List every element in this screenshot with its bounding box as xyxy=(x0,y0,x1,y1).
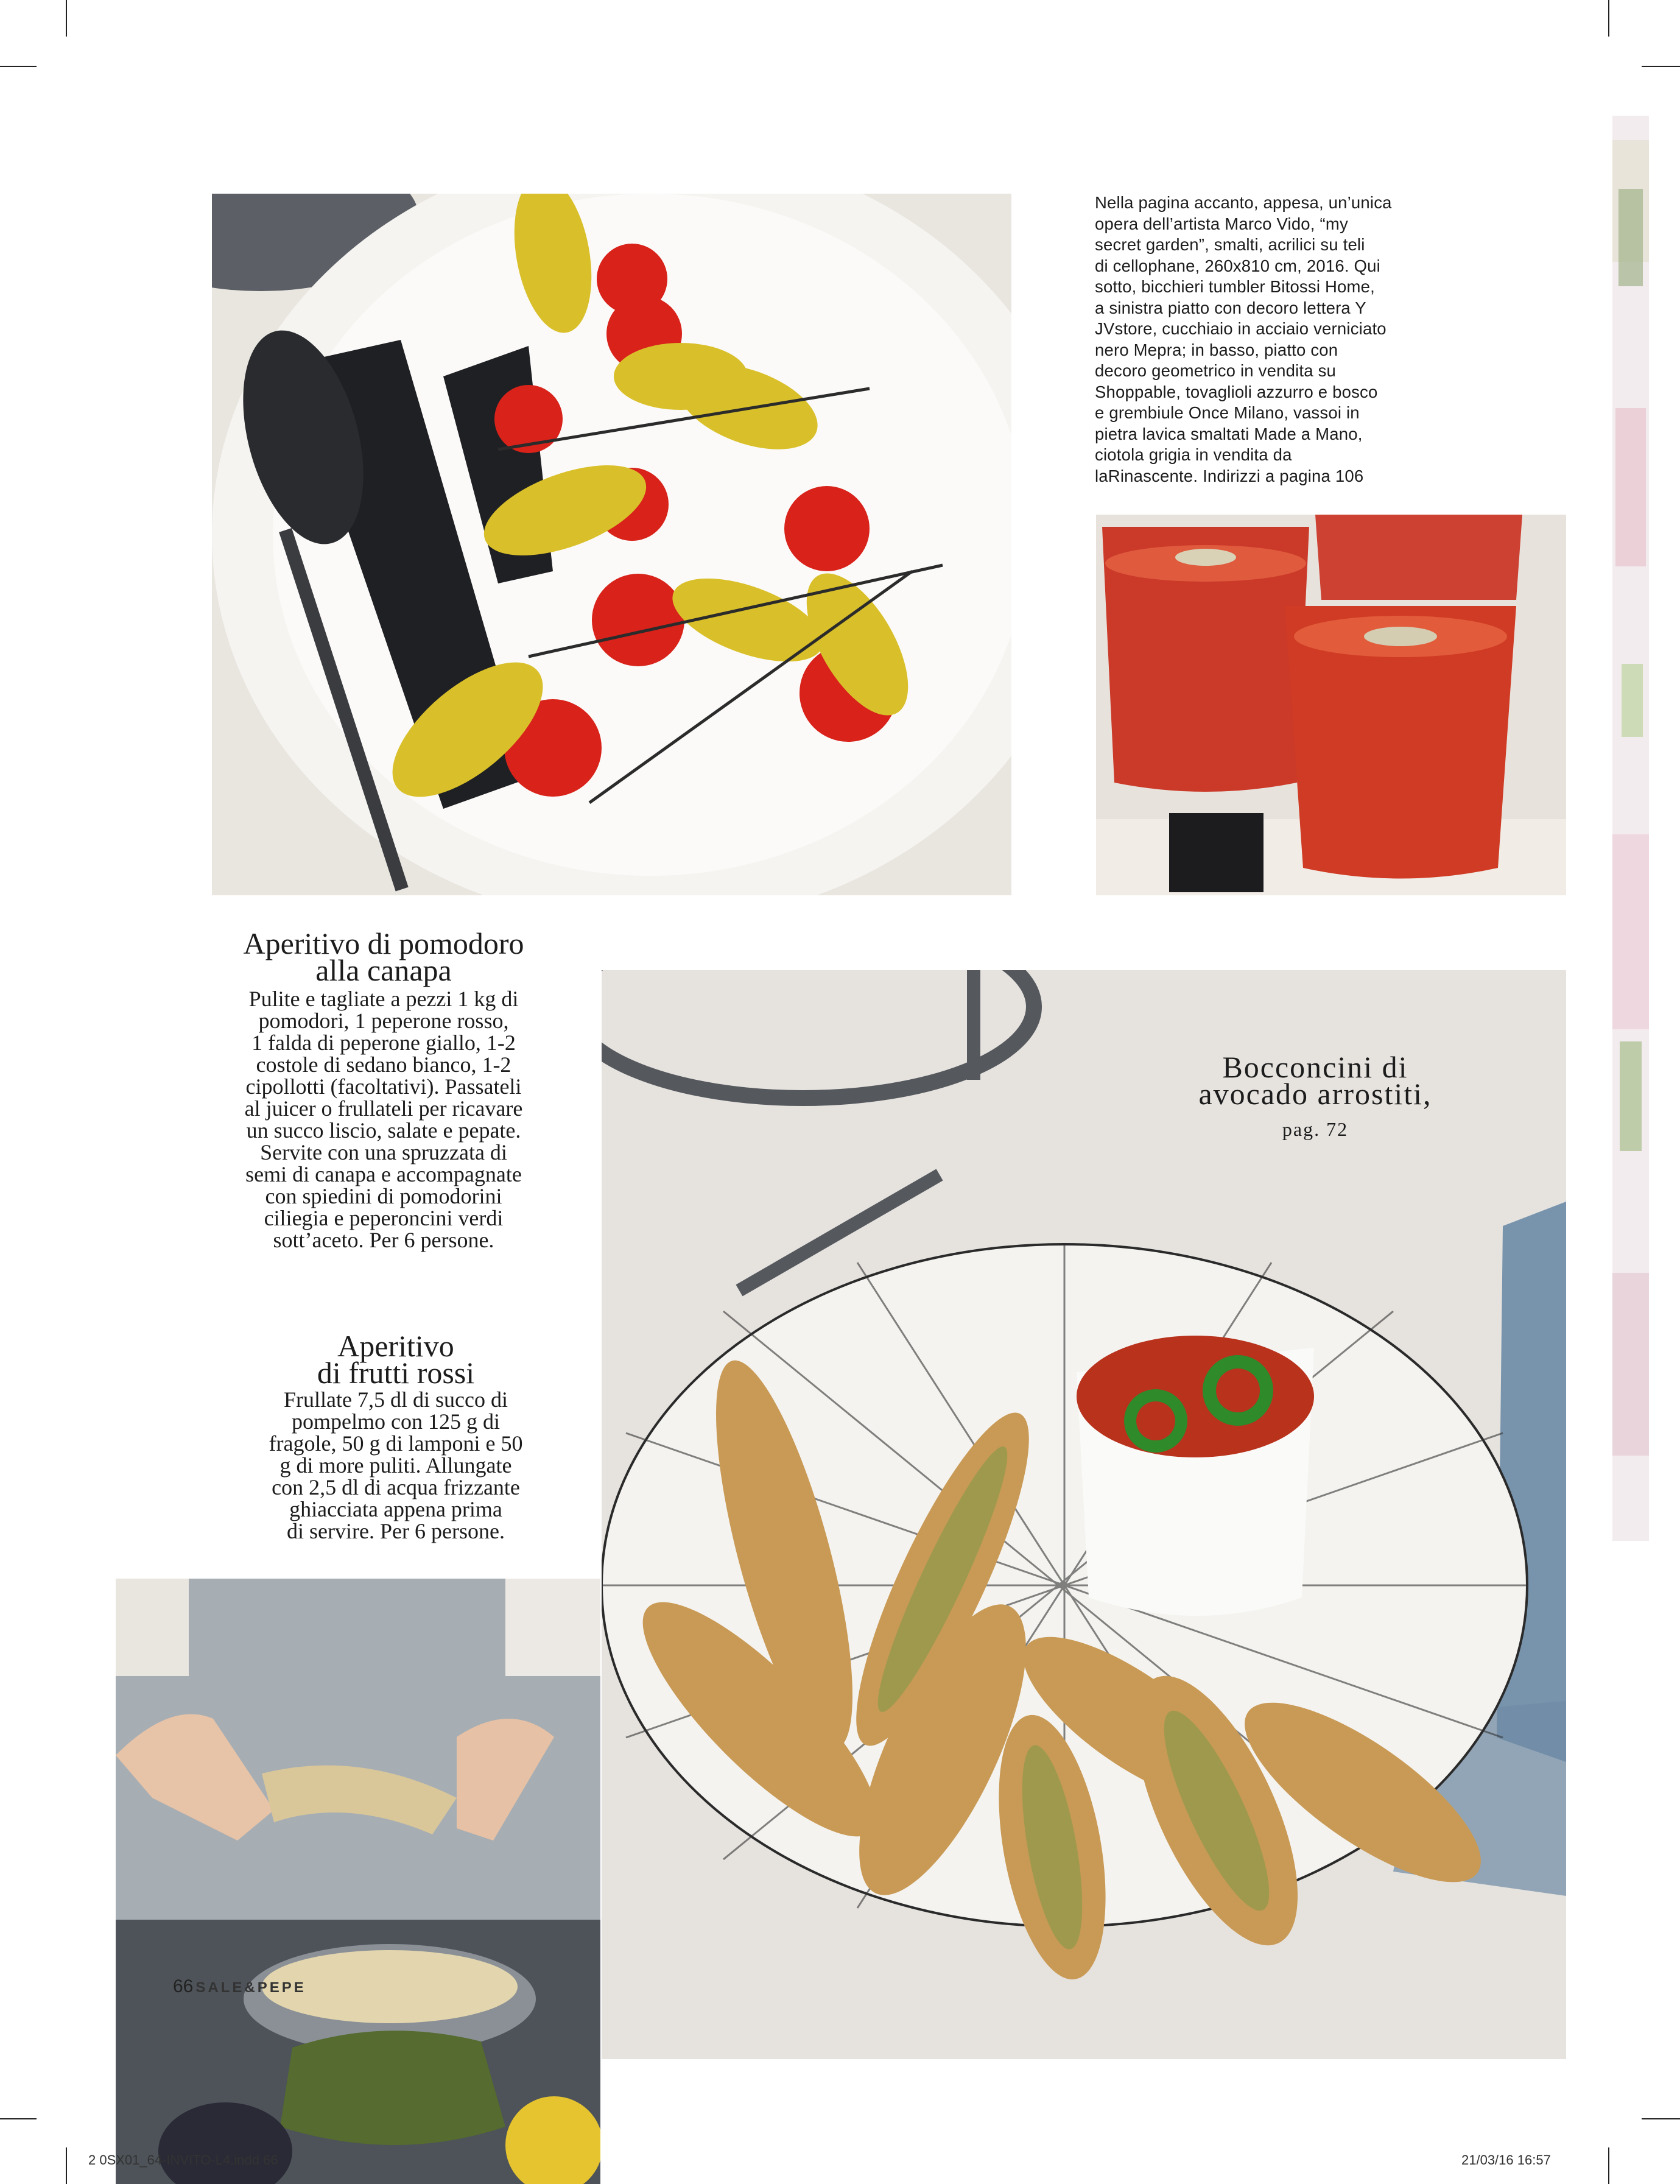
cross-reference-title-line: avocado arrostiti, xyxy=(1198,1077,1432,1111)
recipe-body-line: pomodori, 1 peperone rosso, xyxy=(258,1009,509,1033)
crop-mark-top-right-v xyxy=(1608,0,1609,37)
photo-credits-caption xyxy=(1095,192,1460,487)
recipe-title-line: alla canapa xyxy=(315,953,452,987)
recipe-title-line: Aperitivo di pomodoro xyxy=(243,926,524,960)
recipe-body-line: con 2,5 dl di acqua frizzante xyxy=(272,1475,520,1499)
caption-line: secret garden”, smalti, acrilici su teli xyxy=(1095,235,1365,254)
recipe-body-line: un succo liscio, salate e pepate. xyxy=(246,1118,521,1143)
facing-page-artwork-strip xyxy=(1612,116,1649,1541)
crop-mark-bottom-left-v xyxy=(66,2147,67,2184)
recipe-body-line: con spiedini di pomodorini xyxy=(265,1184,502,1208)
crop-mark-bottom-right-v xyxy=(1608,2147,1609,2184)
caption-line: decoro geometrico in vendita su xyxy=(1095,361,1337,380)
caption-line: sotto, bicchieri tumbler Bitossi Home, xyxy=(1095,277,1375,296)
magazine-name: SALE&PEPE xyxy=(195,1979,306,1996)
recipe-body-line: al juicer o frullateli per ricavare xyxy=(244,1096,523,1121)
photo-hands-breading xyxy=(116,1579,600,2184)
recipe-body-line: Frullate 7,5 dl di succo di xyxy=(284,1387,508,1412)
recipe-body-line: Servite con una spruzzata di xyxy=(260,1140,507,1164)
recipe-body-line: Pulite e tagliate a pezzi 1 kg di xyxy=(248,987,519,1011)
crop-mark-bottom-left-h xyxy=(0,2118,37,2119)
caption-line: pietra lavica smaltati Made a Mano, xyxy=(1095,424,1363,443)
caption-line: Nella pagina accanto, appesa, un’unica xyxy=(1095,193,1392,212)
recipe-body-line: g di more puliti. Allungate xyxy=(279,1453,512,1478)
recipe-body-line: sott’aceto. Per 6 persone. xyxy=(273,1228,494,1252)
photo-tomato-juice-glasses xyxy=(1096,515,1566,895)
indd-date-slug: 21/03/16 16:57 xyxy=(1461,2152,1551,2168)
crop-mark-bottom-right-h xyxy=(1642,2118,1680,2119)
caption-line: a sinistra piatto con decoro lettera Y xyxy=(1095,298,1366,317)
recipe-body-line: pompelmo con 125 g di xyxy=(292,1409,500,1434)
photo-tomato-pepper-skewers xyxy=(212,194,1011,895)
cross-reference-title-line: Bocconcini di xyxy=(1222,1050,1408,1084)
recipe-body-line: fragole, 50 g di lamponi e 50 xyxy=(269,1431,523,1456)
recipe-body-red-fruits xyxy=(219,1389,572,1542)
caption-line: e grembiule Once Milano, vassoi in xyxy=(1095,403,1360,422)
page-folio xyxy=(173,1976,306,1997)
recipe-body-line: cipollotti (facoltativi). Passateli xyxy=(245,1074,522,1099)
recipe-body-line: costole di sedano bianco, 1-2 xyxy=(256,1052,511,1077)
cross-reference-page: pag. 72 xyxy=(1282,1118,1349,1140)
page-number: 66 xyxy=(173,1976,194,1996)
recipe-title-red-fruits xyxy=(219,1329,572,1390)
crop-mark-top-right-h xyxy=(1642,66,1680,67)
photo-roasted-avocado-bites xyxy=(602,970,1566,2059)
caption-line: opera dell’artista Marco Vido, “my xyxy=(1095,214,1348,233)
recipe-title-tomato-hemp xyxy=(201,926,566,987)
recipe-title-line: Aperitivo xyxy=(337,1329,454,1363)
caption-line: Shoppable, tovaglioli azzurro e bosco xyxy=(1095,382,1378,401)
recipe-body-line: semi di canapa e accompagnate xyxy=(245,1162,522,1186)
crop-mark-top-left-h xyxy=(0,66,37,67)
recipe-body-line: ghiacciata appena prima xyxy=(289,1497,502,1521)
crop-mark-top-left-v xyxy=(66,0,67,37)
recipe-body-line: 1 falda di peperone giallo, 1-2 xyxy=(251,1030,516,1055)
recipe-body-line: ciliegia e peperoncini verdi xyxy=(264,1206,504,1230)
recipe-body-line: di servire. Per 6 persone. xyxy=(287,1519,505,1543)
cross-reference-title xyxy=(1157,1050,1474,1111)
indd-file-slug: 2 0SX01_64-INVITO-L4.indd 66 xyxy=(88,2152,278,2168)
caption-line: di cellophane, 260x810 cm, 2016. Qui xyxy=(1095,256,1380,275)
caption-line: laRinascente. Indirizzi a pagina 106 xyxy=(1095,466,1364,485)
recipe-title-line: di frutti rossi xyxy=(317,1356,475,1390)
caption-line: nero Mepra; in basso, piatto con xyxy=(1095,340,1338,359)
recipe-body-tomato-hemp xyxy=(183,988,585,1251)
caption-line: ciotola grigia in vendita da xyxy=(1095,445,1292,464)
caption-line: JVstore, cucchiaio in acciaio verniciato xyxy=(1095,319,1387,338)
